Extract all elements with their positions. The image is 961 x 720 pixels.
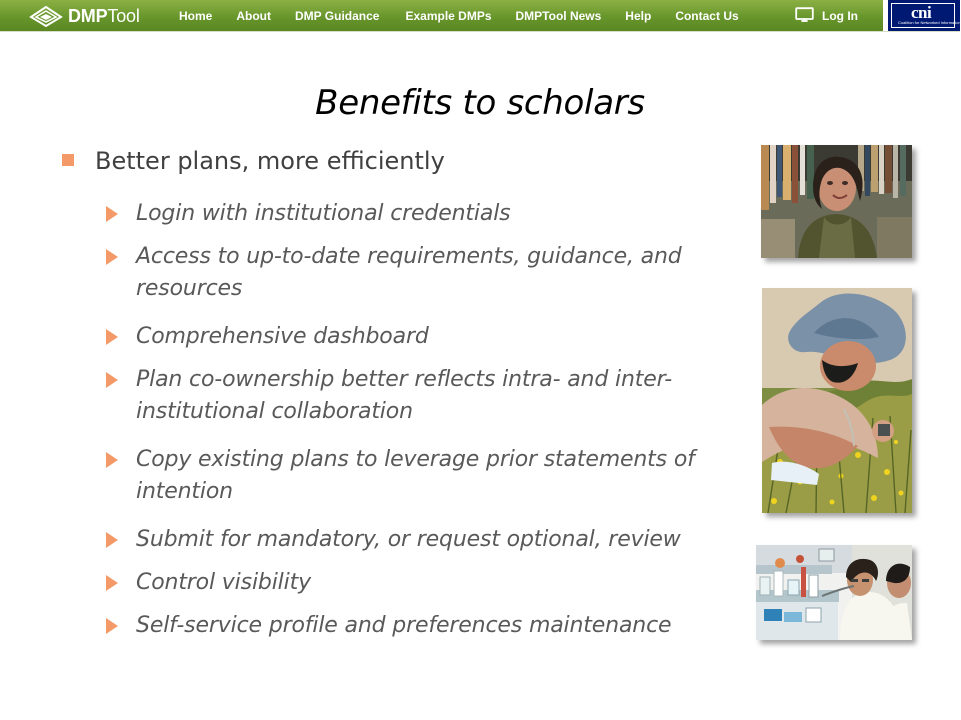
dmptool-brand[interactable] [28, 4, 140, 28]
field-research-photo [762, 288, 912, 513]
cni-logo [887, 0, 960, 31]
triangle-bullet-icon [106, 575, 118, 591]
sub-bullet-item [106, 321, 746, 354]
triangle-bullet-icon [106, 618, 118, 634]
nav-item-contact-us[interactable]: Contact Us [675, 8, 739, 23]
sub-bullet-text: Submit for mandatory, or request optional, review [136, 527, 681, 552]
slide-title: Benefits to scholars [315, 82, 645, 123]
dmptool-logo-icon [28, 4, 64, 28]
dmptool-navigation-bar [0, 0, 885, 31]
lab-research-photo [756, 545, 912, 640]
cni-logo-subtitle: Coalition for Networked Information [898, 20, 961, 25]
sub-bullet-text: Access to up-to-date requirements, guidance, and resources [136, 244, 682, 301]
sub-bullet-item [106, 567, 746, 600]
cni-logo-text: cni [911, 3, 932, 22]
triangle-bullet-icon [106, 372, 118, 388]
scholar-portrait-photo [761, 145, 912, 258]
triangle-bullet-icon [106, 452, 118, 468]
dmptool-wordmark [68, 6, 140, 27]
nav-item-dmp-guidance[interactable]: DMP Guidance [295, 8, 380, 23]
lab-research-image [756, 545, 912, 640]
login-label: Log In [822, 8, 858, 23]
sub-bullet-item [106, 610, 746, 643]
sub-bullet-item [106, 524, 746, 557]
brand-prefix: DMP [68, 5, 108, 26]
triangle-bullet-icon [106, 532, 118, 548]
brand-suffix: Tool [107, 5, 140, 26]
nav-item-home[interactable]: Home [179, 8, 213, 23]
triangle-bullet-icon [106, 206, 118, 222]
scholar-portrait-image [761, 145, 912, 258]
sub-bullet-list [106, 198, 746, 653]
sub-bullet-item [106, 364, 746, 434]
nav-item-dmptool-news[interactable]: DMPTool News [515, 8, 602, 23]
triangle-bullet-icon [106, 249, 118, 265]
sub-bullet-text: Self-service profile and preferences maintenance [136, 613, 672, 638]
sub-bullet-text: Plan co-ownership better reflects intra- and inter-institutional collaboration [136, 367, 673, 424]
main-navigation-links [179, 0, 763, 31]
nav-item-help[interactable]: Help [625, 8, 652, 23]
login-link[interactable] [795, 5, 858, 26]
website-header [0, 0, 960, 32]
cni-logo-frame [891, 3, 961, 28]
nav-item-example-dmps[interactable]: Example DMPs [405, 8, 492, 23]
sub-bullet-text: Copy existing plans to leverage prior statements of intention [136, 447, 695, 504]
nav-item-about[interactable]: About [236, 8, 271, 23]
sub-bullet-text: Login with institutional credentials [136, 201, 511, 226]
sub-bullet-text: Comprehensive dashboard [136, 324, 429, 349]
sub-bullet-item [106, 444, 746, 514]
main-bullet-text: Better plans, more efficiently [95, 147, 445, 175]
square-bullet-icon [62, 154, 74, 166]
sub-bullet-item [106, 198, 746, 231]
main-bullet [62, 145, 445, 177]
field-research-image [762, 288, 912, 513]
sub-bullet-text: Control visibility [136, 570, 311, 595]
triangle-bullet-icon [106, 329, 118, 345]
monitor-login-icon [795, 7, 814, 24]
sub-bullet-item [106, 241, 746, 311]
